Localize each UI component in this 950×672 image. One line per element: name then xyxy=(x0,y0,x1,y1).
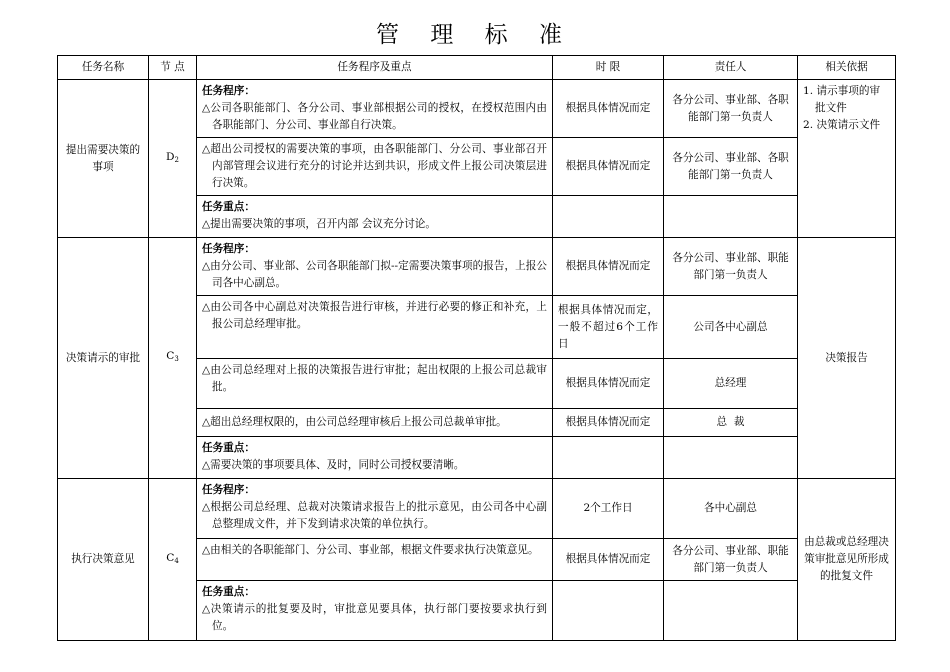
table-row xyxy=(58,80,896,138)
node-cell xyxy=(149,80,197,238)
focus-label: 任务重点： xyxy=(202,442,255,454)
focus-text: △决策请示的批复要及时，审批意见要具体，执行部门要按要求执行到位。 xyxy=(202,603,547,632)
procedure-cell xyxy=(197,479,553,539)
time-limit-cell: 根据具体情况而定 xyxy=(553,238,664,296)
procedure-step: △由公司总经理对上报的决策报告进行审批；起出权限的上报公司总裁审批。 xyxy=(202,364,547,393)
page-title: 管 理 标 准 xyxy=(376,22,574,48)
procedure-cell xyxy=(197,409,553,437)
time-limit-cell xyxy=(553,437,664,479)
focus-text: △提出需要决策的事项，召开内部 会议充分讨论。 xyxy=(202,218,436,230)
procedure-step: △根据公司总经理、总裁对决策请求报告上的批示意见，由公司各中心副总整理成文件，并下发到请求决策的单位执行。 xyxy=(202,501,547,530)
header-procedure: 任务程序及重点 xyxy=(197,56,553,80)
owner-cell: 各分公司、事业部、职能部门第一负责人 xyxy=(664,539,798,581)
procedure-step: △超出公司授权的需要决策的事项，由各职能部门、分公司、事业部召开内部管理会议进行充分的讨论并达到共识，形成文件上报公司决策层进行决策。 xyxy=(202,143,547,189)
owner-cell: 各分公司、事业部、职能部门第一负责人 xyxy=(664,238,798,296)
procedure-label: 任务程序： xyxy=(202,484,255,496)
basis-cell xyxy=(798,80,896,238)
time-limit-cell: 根据具体情况而定 xyxy=(553,539,664,581)
node-letter: C xyxy=(166,551,175,564)
task-name-cell xyxy=(58,479,149,641)
focus-label: 任务重点： xyxy=(202,201,255,213)
header-owner: 责任人 xyxy=(664,56,798,80)
owner-cell: 总 裁 xyxy=(664,409,798,437)
task-name-cell xyxy=(58,80,149,238)
owner-cell: 各中心副总 xyxy=(664,479,798,539)
focus-cell xyxy=(197,437,553,479)
procedure-step: △由分公司、事业部、公司各职能部门拟--定需要决策事项的报告，上报公司各中心副总。 xyxy=(202,260,547,289)
procedure-step: △超出总经理权限的，由公司总经理审核后上报公司总裁单审批。 xyxy=(202,416,507,428)
node-cell xyxy=(149,238,197,479)
time-limit-cell: 根据具体情况而定，一般不超过6个工作日 xyxy=(553,296,664,359)
header-node: 节 点 xyxy=(149,56,197,80)
basis-item: 1. 请示事项的审批文件 xyxy=(803,85,881,114)
node-subscript: 2 xyxy=(174,155,179,164)
owner-cell: 各分公司、事业部、各职能部门第一负责人 xyxy=(664,138,798,196)
procedure-cell xyxy=(197,138,553,196)
node-subscript: 4 xyxy=(174,556,179,565)
owner-cell: 总经理 xyxy=(664,359,798,409)
focus-cell xyxy=(197,196,553,238)
table-row xyxy=(58,238,896,296)
procedure-label: 任务程序： xyxy=(202,243,255,255)
standard-table xyxy=(57,55,896,641)
procedure-cell xyxy=(197,359,553,409)
basis-cell: 由总裁或总经理决策审批意见所形成的批复文件 xyxy=(798,479,896,641)
header-basis: 相关依据 xyxy=(798,56,896,80)
owner-cell xyxy=(664,581,798,641)
procedure-label: 任务程序： xyxy=(202,85,255,97)
basis-cell: 决策报告 xyxy=(798,238,896,479)
task-name-cell xyxy=(58,238,149,479)
procedure-cell xyxy=(197,539,553,581)
node-cell xyxy=(149,479,197,641)
node-letter: D xyxy=(166,150,175,163)
task-name: 提出需要决策的事项 xyxy=(65,143,141,173)
procedure-cell xyxy=(197,238,553,296)
header-time-limit: 时 限 xyxy=(553,56,664,80)
focus-cell xyxy=(197,581,553,641)
time-limit-cell: 根据具体情况而定 xyxy=(553,409,664,437)
header-row xyxy=(58,56,896,80)
time-limit-cell xyxy=(553,581,664,641)
procedure-cell xyxy=(197,296,553,359)
basis-item: 2. 决策请示文件 xyxy=(803,119,881,131)
procedure-cell xyxy=(197,80,553,138)
task-name: 执行决策意见 xyxy=(71,553,135,565)
owner-cell xyxy=(664,437,798,479)
procedure-step: △由相关的各职能部门、分公司、事业部，根据文件要求执行决策意见。 xyxy=(202,544,539,556)
node-letter: C xyxy=(166,350,175,362)
focus-label: 任务重点： xyxy=(202,586,255,598)
owner-cell xyxy=(664,196,798,238)
owner-cell: 公司各中心副总 xyxy=(664,296,798,359)
node-subscript: 3 xyxy=(174,355,179,363)
header-task-name: 任务名称 xyxy=(58,56,149,80)
focus-text: △需要决策的事项要具体、及时，同时公司授权要清晰。 xyxy=(202,459,465,471)
task-name: 决策请示的审批 xyxy=(65,351,141,364)
time-limit-cell: 2个工作日 xyxy=(553,479,664,539)
time-limit-cell: 根据具体情况而定 xyxy=(553,138,664,196)
time-limit-cell: 根据具体情况而定 xyxy=(553,359,664,409)
time-limit-cell: 根据具体情况而定 xyxy=(553,80,664,138)
time-limit-cell xyxy=(553,196,664,238)
owner-cell: 各分公司、事业部、各职能部门第一负责人 xyxy=(664,80,798,138)
procedure-step: △公司各职能部门、各分公司、事业部根据公司的授权，在授权范围内由各职能部门、分公司、事业部自行决策。 xyxy=(202,102,547,131)
procedure-step: △由公司各中心副总对决策报告进行审核，并进行必要的修正和补充，上报公司总经理审批。 xyxy=(202,301,547,330)
table-row xyxy=(58,479,896,539)
